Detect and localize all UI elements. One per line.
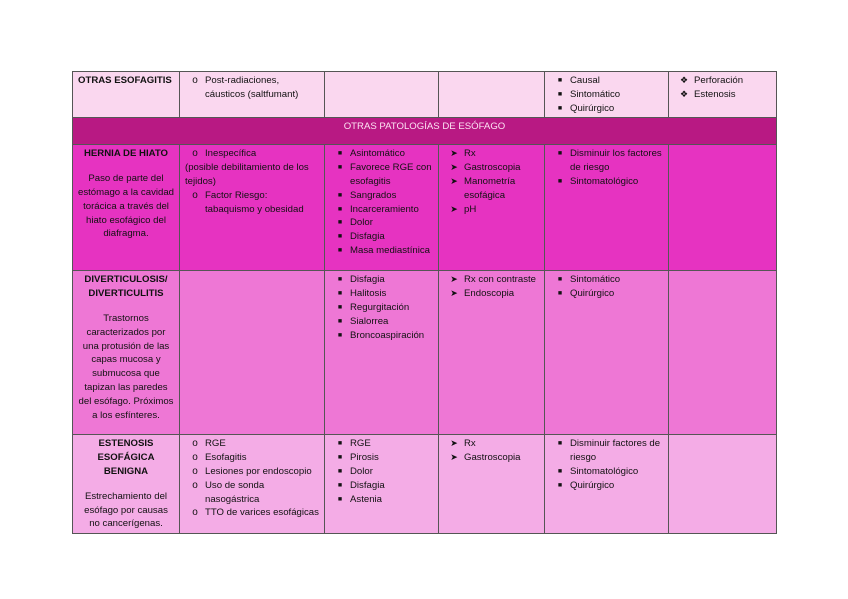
list-item: ■ Incarceramiento xyxy=(330,203,433,217)
list-item: ■ RGE xyxy=(330,437,433,451)
list-item: o Uso de sonda nasogástrica xyxy=(185,479,319,507)
list-item: o Esofagitis xyxy=(185,451,319,465)
square-bullet-icon: ■ xyxy=(557,90,563,98)
list-item: ❖ Perforación xyxy=(679,75,744,86)
cause-cell xyxy=(180,271,325,435)
list-item: ■ Broncoaspiración xyxy=(330,329,433,343)
list-item: ➤ Gastroscopia xyxy=(444,451,539,465)
cause-note: (posible debilitamiento de los tejidos) xyxy=(185,162,309,187)
symptoms-cell xyxy=(325,435,439,534)
list-item: ■ Quirúrgico xyxy=(550,479,663,493)
square-bullet-icon: ■ xyxy=(557,481,563,489)
pathology-cell xyxy=(73,435,180,534)
list-item: ➤ Manometría esofágica xyxy=(444,175,539,203)
row-diverticulosis xyxy=(73,271,777,435)
square-bullet-icon: ■ xyxy=(337,191,343,199)
list-item: ■ Quirúrgico xyxy=(550,102,663,116)
list-item: o Inespecífica xyxy=(185,147,319,161)
list-item: ■ Sintomatológico xyxy=(550,465,663,479)
list-item: ■ Dolor xyxy=(330,216,433,230)
list-item: ■ Masa mediastínica xyxy=(330,244,433,258)
pathology-name: ESTENOSIS ESOFÁGICA BENIGNA xyxy=(97,438,155,477)
diamond-bullet-icon: ❖ xyxy=(679,75,689,85)
square-bullet-icon: ■ xyxy=(557,104,563,112)
pathology-name: DIVERTICULOSIS/ DIVERTICULITIS xyxy=(84,274,168,300)
symptoms-cell xyxy=(325,145,439,271)
diamond-bullet-icon: ❖ xyxy=(679,88,689,99)
list-item: ■ Pirosis xyxy=(330,451,433,465)
square-bullet-icon: ■ xyxy=(337,317,343,325)
hollow-circle-icon: o xyxy=(192,438,198,450)
arrowhead-bullet-icon: ➤ xyxy=(450,162,458,173)
list-item: ■ Halitosis xyxy=(330,287,433,301)
square-bullet-icon: ■ xyxy=(557,467,563,475)
square-bullet-icon: ■ xyxy=(337,150,343,158)
hollow-circle-icon: o xyxy=(192,189,198,201)
list-item: ■ Asintomático xyxy=(330,147,433,161)
row-section-header xyxy=(73,118,777,145)
cause-cell xyxy=(180,145,325,271)
list-item: o Lesiones por endoscopio xyxy=(185,465,319,479)
square-bullet-icon: ■ xyxy=(557,177,563,185)
pathology-table xyxy=(72,71,777,534)
hollow-circle-icon: o xyxy=(192,148,198,160)
cause-cell xyxy=(180,72,325,118)
complications-cell xyxy=(669,145,777,271)
symptoms-cell xyxy=(325,72,439,118)
list-item: ➤ pH xyxy=(444,203,539,217)
list-item: ➤ Endoscopia xyxy=(444,287,539,301)
list-item: ■ Disminuir factores de riesgo xyxy=(550,437,663,465)
cause-cell xyxy=(180,435,325,534)
square-bullet-icon: ■ xyxy=(337,454,343,462)
list-item: ■ Sintomático xyxy=(550,273,663,287)
list-item: o RGE xyxy=(185,437,319,451)
list-item: ➤ Rx con contraste xyxy=(444,273,539,287)
pathology-name: OTRAS ESOFAGITIS xyxy=(78,75,172,86)
list-item: o Post-radiaciones, cáusticos (saltfumant) xyxy=(185,74,319,102)
list-item: ➤ Gastroscopia xyxy=(444,161,539,175)
square-bullet-icon: ■ xyxy=(337,331,343,339)
list-item: ■ Astenia xyxy=(330,493,433,507)
list-item: ■ Sialorrea xyxy=(330,315,433,329)
list-item: ■ Sintomatológico xyxy=(550,175,663,189)
hollow-circle-icon: o xyxy=(192,507,198,519)
square-bullet-icon: ■ xyxy=(557,150,563,158)
list-item: ■ Sintomático xyxy=(550,88,663,102)
pathology-cell xyxy=(73,145,180,271)
section-title: OTRAS PATOLOGÍAS DE ESÓFAGO xyxy=(73,118,777,145)
square-bullet-icon: ■ xyxy=(337,481,343,489)
arrowhead-bullet-icon: ➤ xyxy=(450,148,458,159)
symptoms-cell xyxy=(325,271,439,435)
treatment-cell xyxy=(545,72,669,118)
diagnosis-cell xyxy=(439,72,545,118)
pathology-cell xyxy=(73,271,180,435)
list-item: ■ Causal xyxy=(550,74,663,88)
square-bullet-icon: ■ xyxy=(337,440,343,448)
diagnosis-cell xyxy=(439,435,545,534)
pathology-cell xyxy=(73,72,180,118)
list-item: ■ Disfagia xyxy=(330,479,433,493)
square-bullet-icon: ■ xyxy=(337,233,343,241)
complications-cell xyxy=(669,271,777,435)
complications-cell xyxy=(669,435,777,534)
list-item: ■ Regurgitación xyxy=(330,301,433,315)
list-item: ➤ Rx xyxy=(444,437,539,451)
treatment-cell xyxy=(545,271,669,435)
arrowhead-bullet-icon: ➤ xyxy=(450,274,458,285)
square-bullet-icon: ■ xyxy=(337,495,343,503)
arrowhead-bullet-icon: ➤ xyxy=(450,175,458,186)
square-bullet-icon: ■ xyxy=(337,303,343,311)
square-bullet-icon: ■ xyxy=(557,276,563,284)
square-bullet-icon: ■ xyxy=(337,290,343,298)
square-bullet-icon: ■ xyxy=(557,290,563,298)
hollow-circle-icon: o xyxy=(192,479,198,491)
treatment-cell xyxy=(545,435,669,534)
arrowhead-bullet-icon: ➤ xyxy=(450,438,458,449)
list-item: o TTO de varices esofágicas xyxy=(185,506,319,520)
list-item: ■ Favorece RGE con esofagitis xyxy=(330,161,433,189)
square-bullet-icon: ■ xyxy=(337,219,343,227)
list-item: ■ Disfagia xyxy=(330,230,433,244)
square-bullet-icon: ■ xyxy=(337,246,343,254)
pathology-description: Estrechamiento del esófago por causas no cancerígenas. xyxy=(84,490,168,530)
treatment-cell xyxy=(545,145,669,271)
arrowhead-bullet-icon: ➤ xyxy=(450,452,458,463)
row-hernia-hiato xyxy=(73,145,777,271)
list-item: ❖ Estenosis xyxy=(679,88,736,100)
list-item: o Factor Riesgo: tabaquismo y obesidad xyxy=(185,189,319,217)
square-bullet-icon: ■ xyxy=(337,164,343,172)
arrowhead-bullet-icon: ➤ xyxy=(450,203,458,214)
row-estenosis xyxy=(73,435,777,534)
complications-cell xyxy=(669,72,777,118)
square-bullet-icon: ■ xyxy=(337,276,343,284)
pathology-description: Paso de parte del estómago a la cavidad torácica a través del hiato esofágico del diafragma. xyxy=(78,173,174,240)
row-otras-esofagitis xyxy=(73,72,777,118)
hollow-circle-icon: o xyxy=(192,75,198,86)
list-item: ■ Dolor xyxy=(330,465,433,479)
arrowhead-bullet-icon: ➤ xyxy=(450,288,458,299)
list-item: ■ Disfagia xyxy=(330,273,433,287)
diagnosis-cell xyxy=(439,271,545,435)
square-bullet-icon: ■ xyxy=(337,205,343,213)
list-item: ■ Sangrados xyxy=(330,189,433,203)
list-item: ➤ Rx xyxy=(444,147,539,161)
pathology-description: Trastornos caracterizados por una protusión de las capas mucosa y submucosa que tapizan las paredes del esófago. Próximos a los esfínteres. xyxy=(78,312,174,421)
pathology-name: HERNIA DE HIATO xyxy=(83,148,169,160)
square-bullet-icon: ■ xyxy=(557,440,563,448)
diagnosis-cell xyxy=(439,145,545,271)
square-bullet-icon: ■ xyxy=(337,467,343,475)
list-item: ■ Quirúrgico xyxy=(550,287,663,301)
square-bullet-icon: ■ xyxy=(557,77,563,84)
hollow-circle-icon: o xyxy=(192,452,198,464)
list-item: ■ Disminuir los factores de riesgo xyxy=(550,147,663,175)
hollow-circle-icon: o xyxy=(192,465,198,477)
